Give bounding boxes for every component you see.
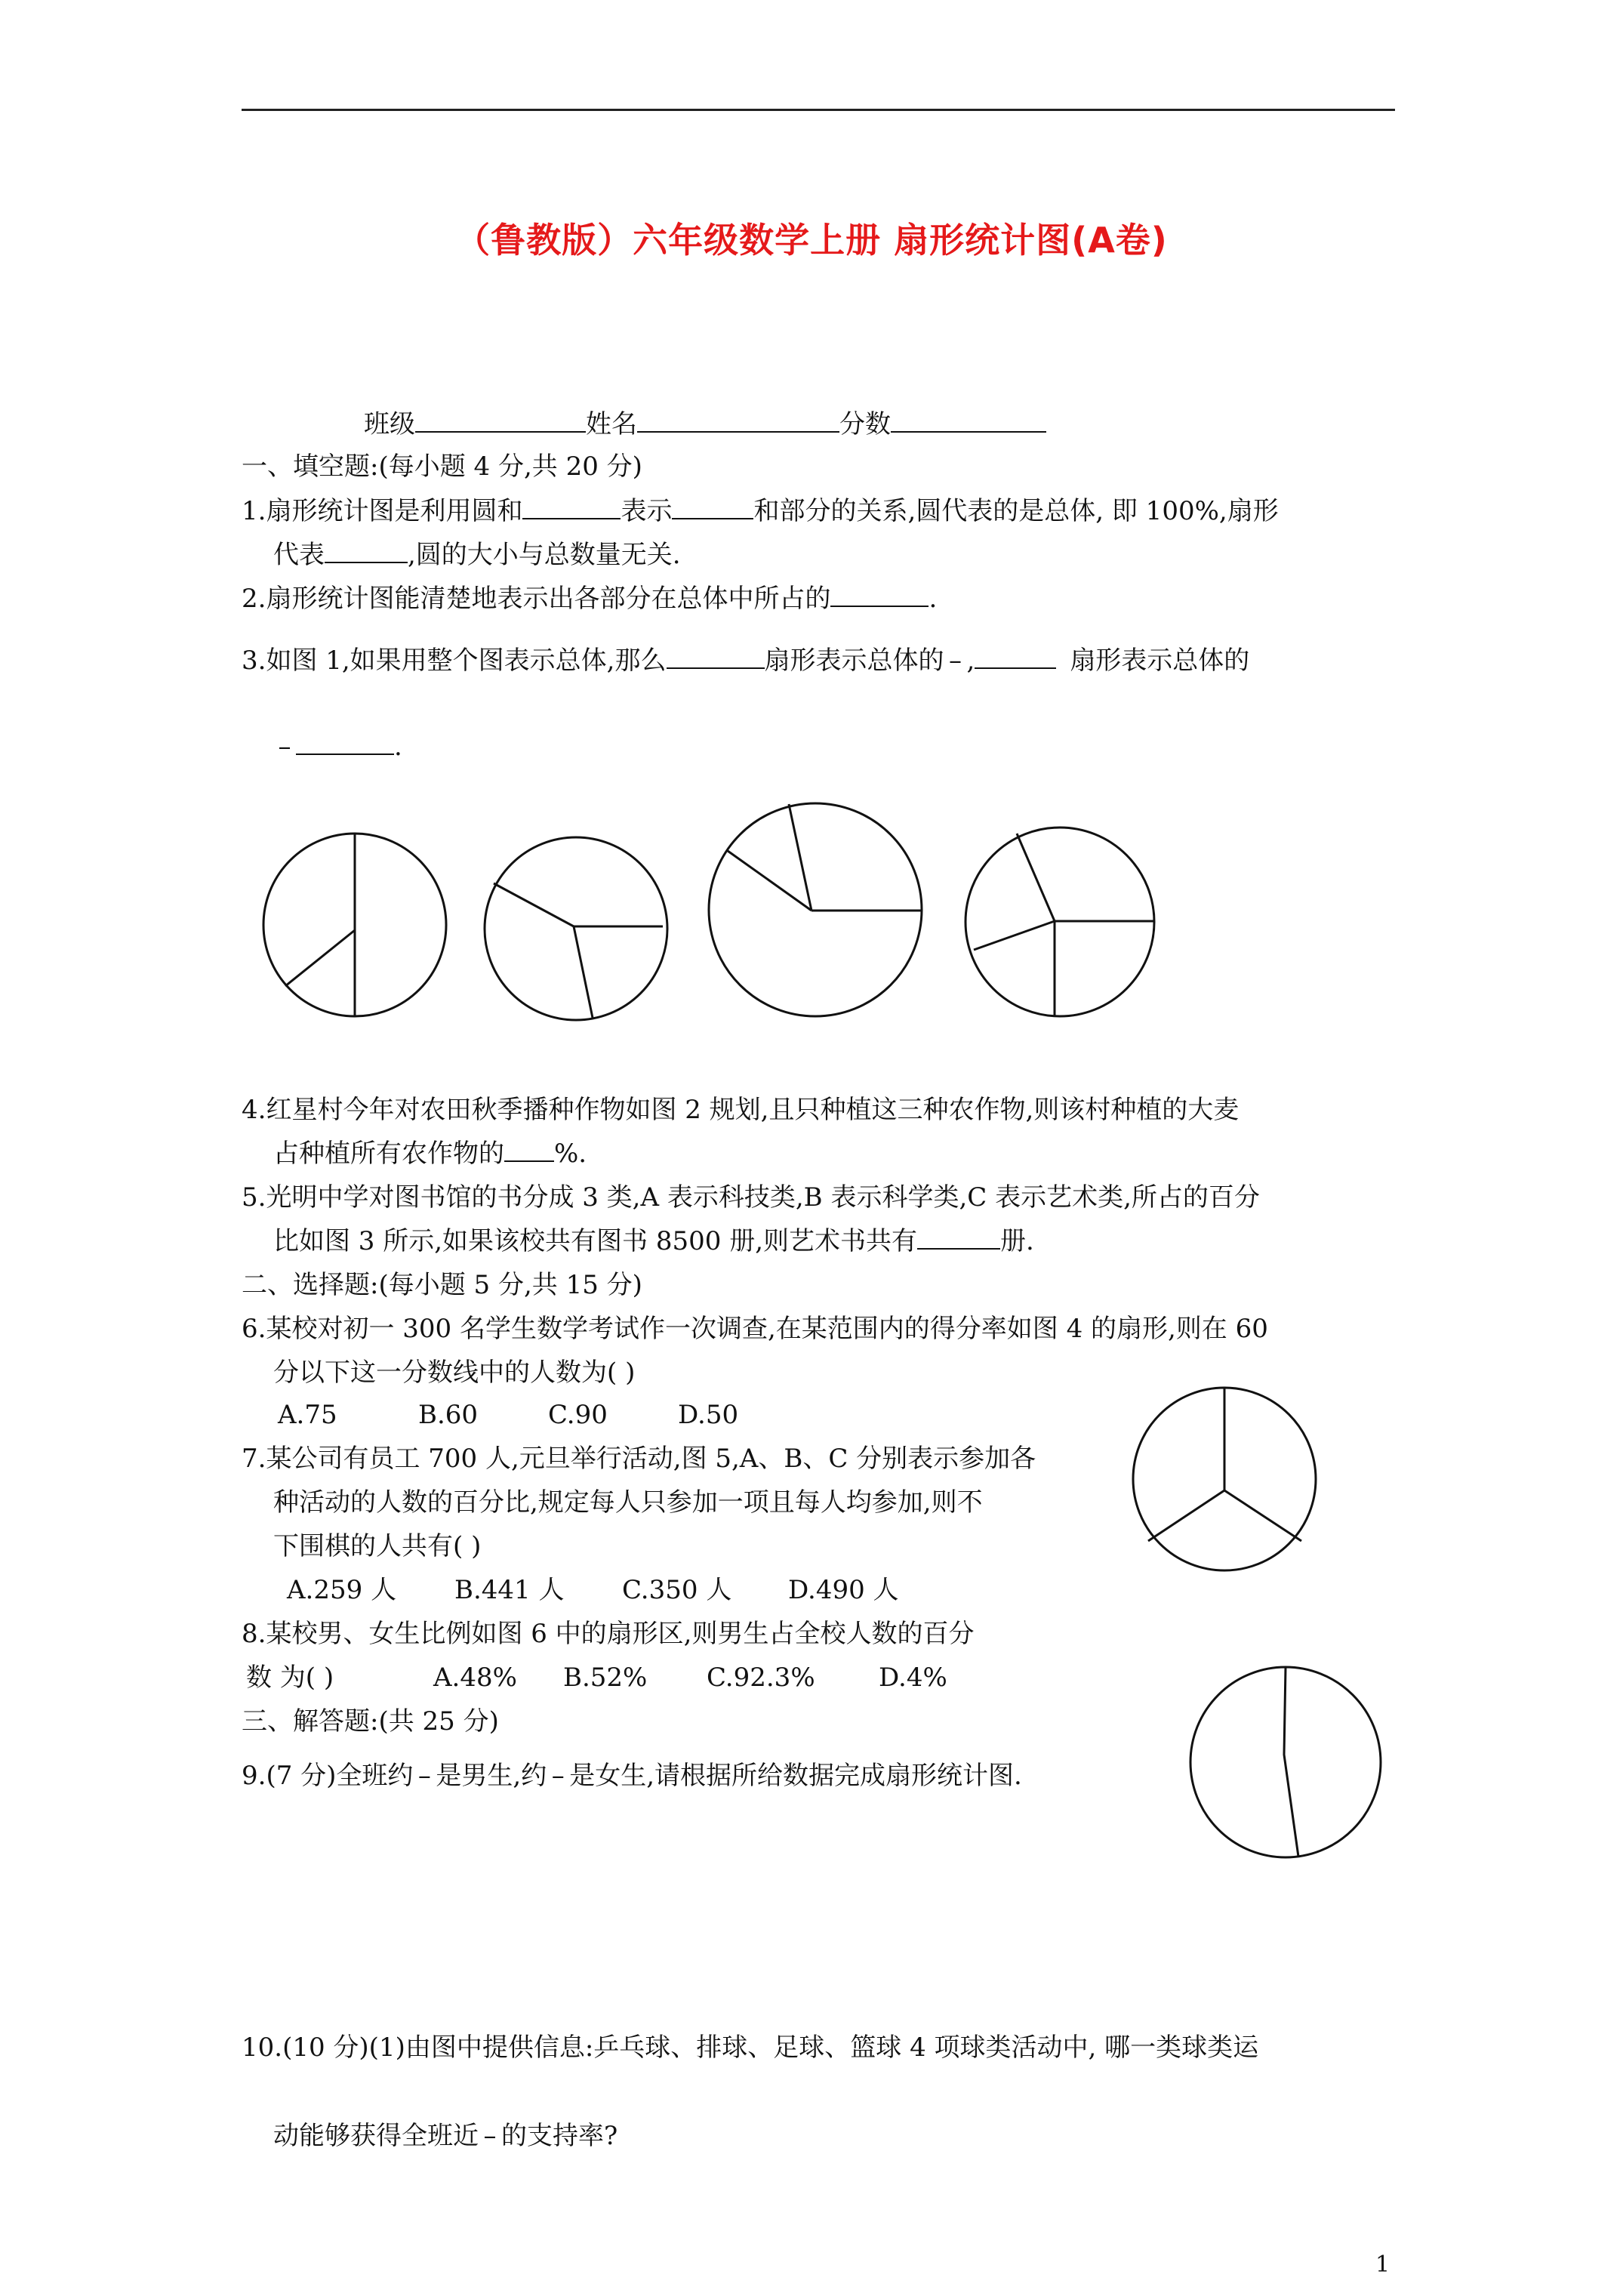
question-4-line-1: 4.红星村今年对农田秋季播种作物如图 2 规划,且只种植这三种农作物,则该村种植的大麦 bbox=[242, 1095, 1240, 1125]
question-6-line-1: 6.某校对初一 300 名学生数学考试作一次调查,在某范围内的得分率如图 4 的扇形,则在 60 bbox=[242, 1314, 1268, 1344]
option-b[interactable]: B.60 bbox=[418, 1400, 479, 1430]
question-7-line-3: 下围棋的人共有( ) bbox=[273, 1531, 482, 1561]
question-3-line-2: – . bbox=[273, 730, 402, 763]
figure-2-pie bbox=[482, 834, 670, 1023]
question-1-line-2: 代表 ,圆的大小与总数量无关. bbox=[273, 540, 681, 570]
q4-blank[interactable] bbox=[504, 1138, 554, 1162]
fraction-mark: – bbox=[551, 1761, 565, 1791]
option-b[interactable]: B.52% bbox=[563, 1663, 648, 1693]
question-1-line-1: 1.扇形统计图是利用圆和 表示 和部分的关系,圆代表的是总体, 即 100%,扇形 bbox=[242, 496, 1279, 526]
q3-blank-2[interactable] bbox=[975, 645, 1056, 669]
option-a[interactable]: A.75 bbox=[278, 1400, 337, 1430]
option-a[interactable]: A.259 人 bbox=[287, 1575, 397, 1605]
option-c[interactable]: C.350 人 bbox=[622, 1575, 732, 1605]
q1-blank-1[interactable] bbox=[522, 495, 621, 519]
score-label: 分数 bbox=[839, 409, 891, 439]
question-8-line-2: 数 为( ) A.48% B.52% C.92.3% D.4% bbox=[246, 1663, 947, 1693]
option-d[interactable]: D.50 bbox=[678, 1400, 739, 1430]
page-title: （鲁教版）六年级数学上册 扇形统计图(A卷) bbox=[455, 220, 1168, 260]
q3-blank-1[interactable] bbox=[667, 645, 765, 669]
question-5-line-1: 5.光明中学对图书馆的书分成 3 类,A 表示科技类,B 表示科学类,C 表示艺术类,所占的百分 bbox=[242, 1182, 1260, 1213]
question-3-line-1: 3.如图 1,如果用整个图表示总体,那么 扇形表示总体的 – , 扇形表示总体的 bbox=[242, 646, 1250, 676]
q5-blank[interactable] bbox=[917, 1225, 1000, 1250]
question-4-line-2: 占种植所有农作物的 %. bbox=[273, 1139, 587, 1169]
figure-5-pie bbox=[1130, 1385, 1319, 1573]
q1-blank-2[interactable] bbox=[672, 495, 753, 519]
question-7-line-1: 7.某公司有员工 700 人,元旦举行活动,图 5,A、B、C 分别表示参加各 bbox=[242, 1444, 1036, 1474]
option-a[interactable]: A.48% bbox=[433, 1663, 517, 1693]
question-6-options bbox=[278, 1398, 738, 1432]
section-heading-3: 三、解答题:(共 25 分) bbox=[242, 1706, 499, 1737]
option-d[interactable]: D.4% bbox=[879, 1663, 947, 1693]
figure-1-pie bbox=[260, 831, 449, 1019]
page-number: 1 bbox=[1375, 2251, 1390, 2278]
name-blank[interactable] bbox=[637, 408, 839, 433]
student-info-row bbox=[364, 408, 1046, 441]
name-label: 姓名 bbox=[586, 409, 637, 439]
header-rule bbox=[242, 109, 1395, 111]
q1-blank-3[interactable] bbox=[325, 539, 408, 563]
fraction-mark: – bbox=[949, 646, 962, 676]
question-7-line-2: 种活动的人数的百分比,规定每人只参加一项且每人均参加,则不 bbox=[273, 1487, 983, 1518]
section-heading-1: 一、填空题:(每小题 4 分,共 20 分) bbox=[242, 451, 642, 482]
question-5-line-2: 比如图 3 所示,如果该校共有图书 8500 册,则艺术书共有 册. bbox=[273, 1226, 1034, 1256]
class-label: 班级 bbox=[364, 409, 415, 439]
question-9: 9.(7 分)全班约 – 是男生,约 – 是女生,请根据所给数据完成扇形统计图. bbox=[242, 1761, 1022, 1791]
figure-6-pie bbox=[1187, 1664, 1384, 1860]
option-c[interactable]: C.90 bbox=[548, 1400, 608, 1430]
question-8-line-1: 8.某校男、女生比例如图 6 中的扇形区,则男生占全校人数的百分 bbox=[242, 1619, 975, 1649]
fraction-mark: – bbox=[483, 2121, 497, 2151]
class-blank[interactable] bbox=[415, 408, 586, 433]
q2-blank[interactable] bbox=[830, 583, 929, 607]
question-6-line-2: 分以下这一分数线中的人数为( ) bbox=[273, 1358, 636, 1388]
question-10-line-1: 10.(10 分)(1)由图中提供信息:乒乓球、排球、足球、篮球 4 项球类活动中, 哪一类球类运 bbox=[242, 2032, 1259, 2063]
option-d[interactable]: D.490 人 bbox=[788, 1575, 899, 1605]
section-heading-2: 二、选择题:(每小题 5 分,共 15 分) bbox=[242, 1270, 642, 1300]
option-b[interactable]: B.441 人 bbox=[454, 1575, 565, 1605]
score-blank[interactable] bbox=[891, 408, 1046, 433]
figure-3-pie bbox=[706, 800, 925, 1019]
fraction-mark: – bbox=[278, 732, 291, 762]
fraction-mark: – bbox=[417, 1761, 431, 1791]
question-2: 2.扇形统计图能清楚地表示出各部分在总体中所占的 . bbox=[242, 584, 938, 614]
question-7-options bbox=[287, 1573, 899, 1607]
figure-4-pie bbox=[962, 824, 1157, 1019]
question-10-line-2: 动能够获得全班近 – 的支持率? bbox=[273, 2121, 618, 2151]
option-c[interactable]: C.92.3% bbox=[707, 1663, 815, 1693]
q3-blank-3[interactable] bbox=[296, 731, 394, 755]
